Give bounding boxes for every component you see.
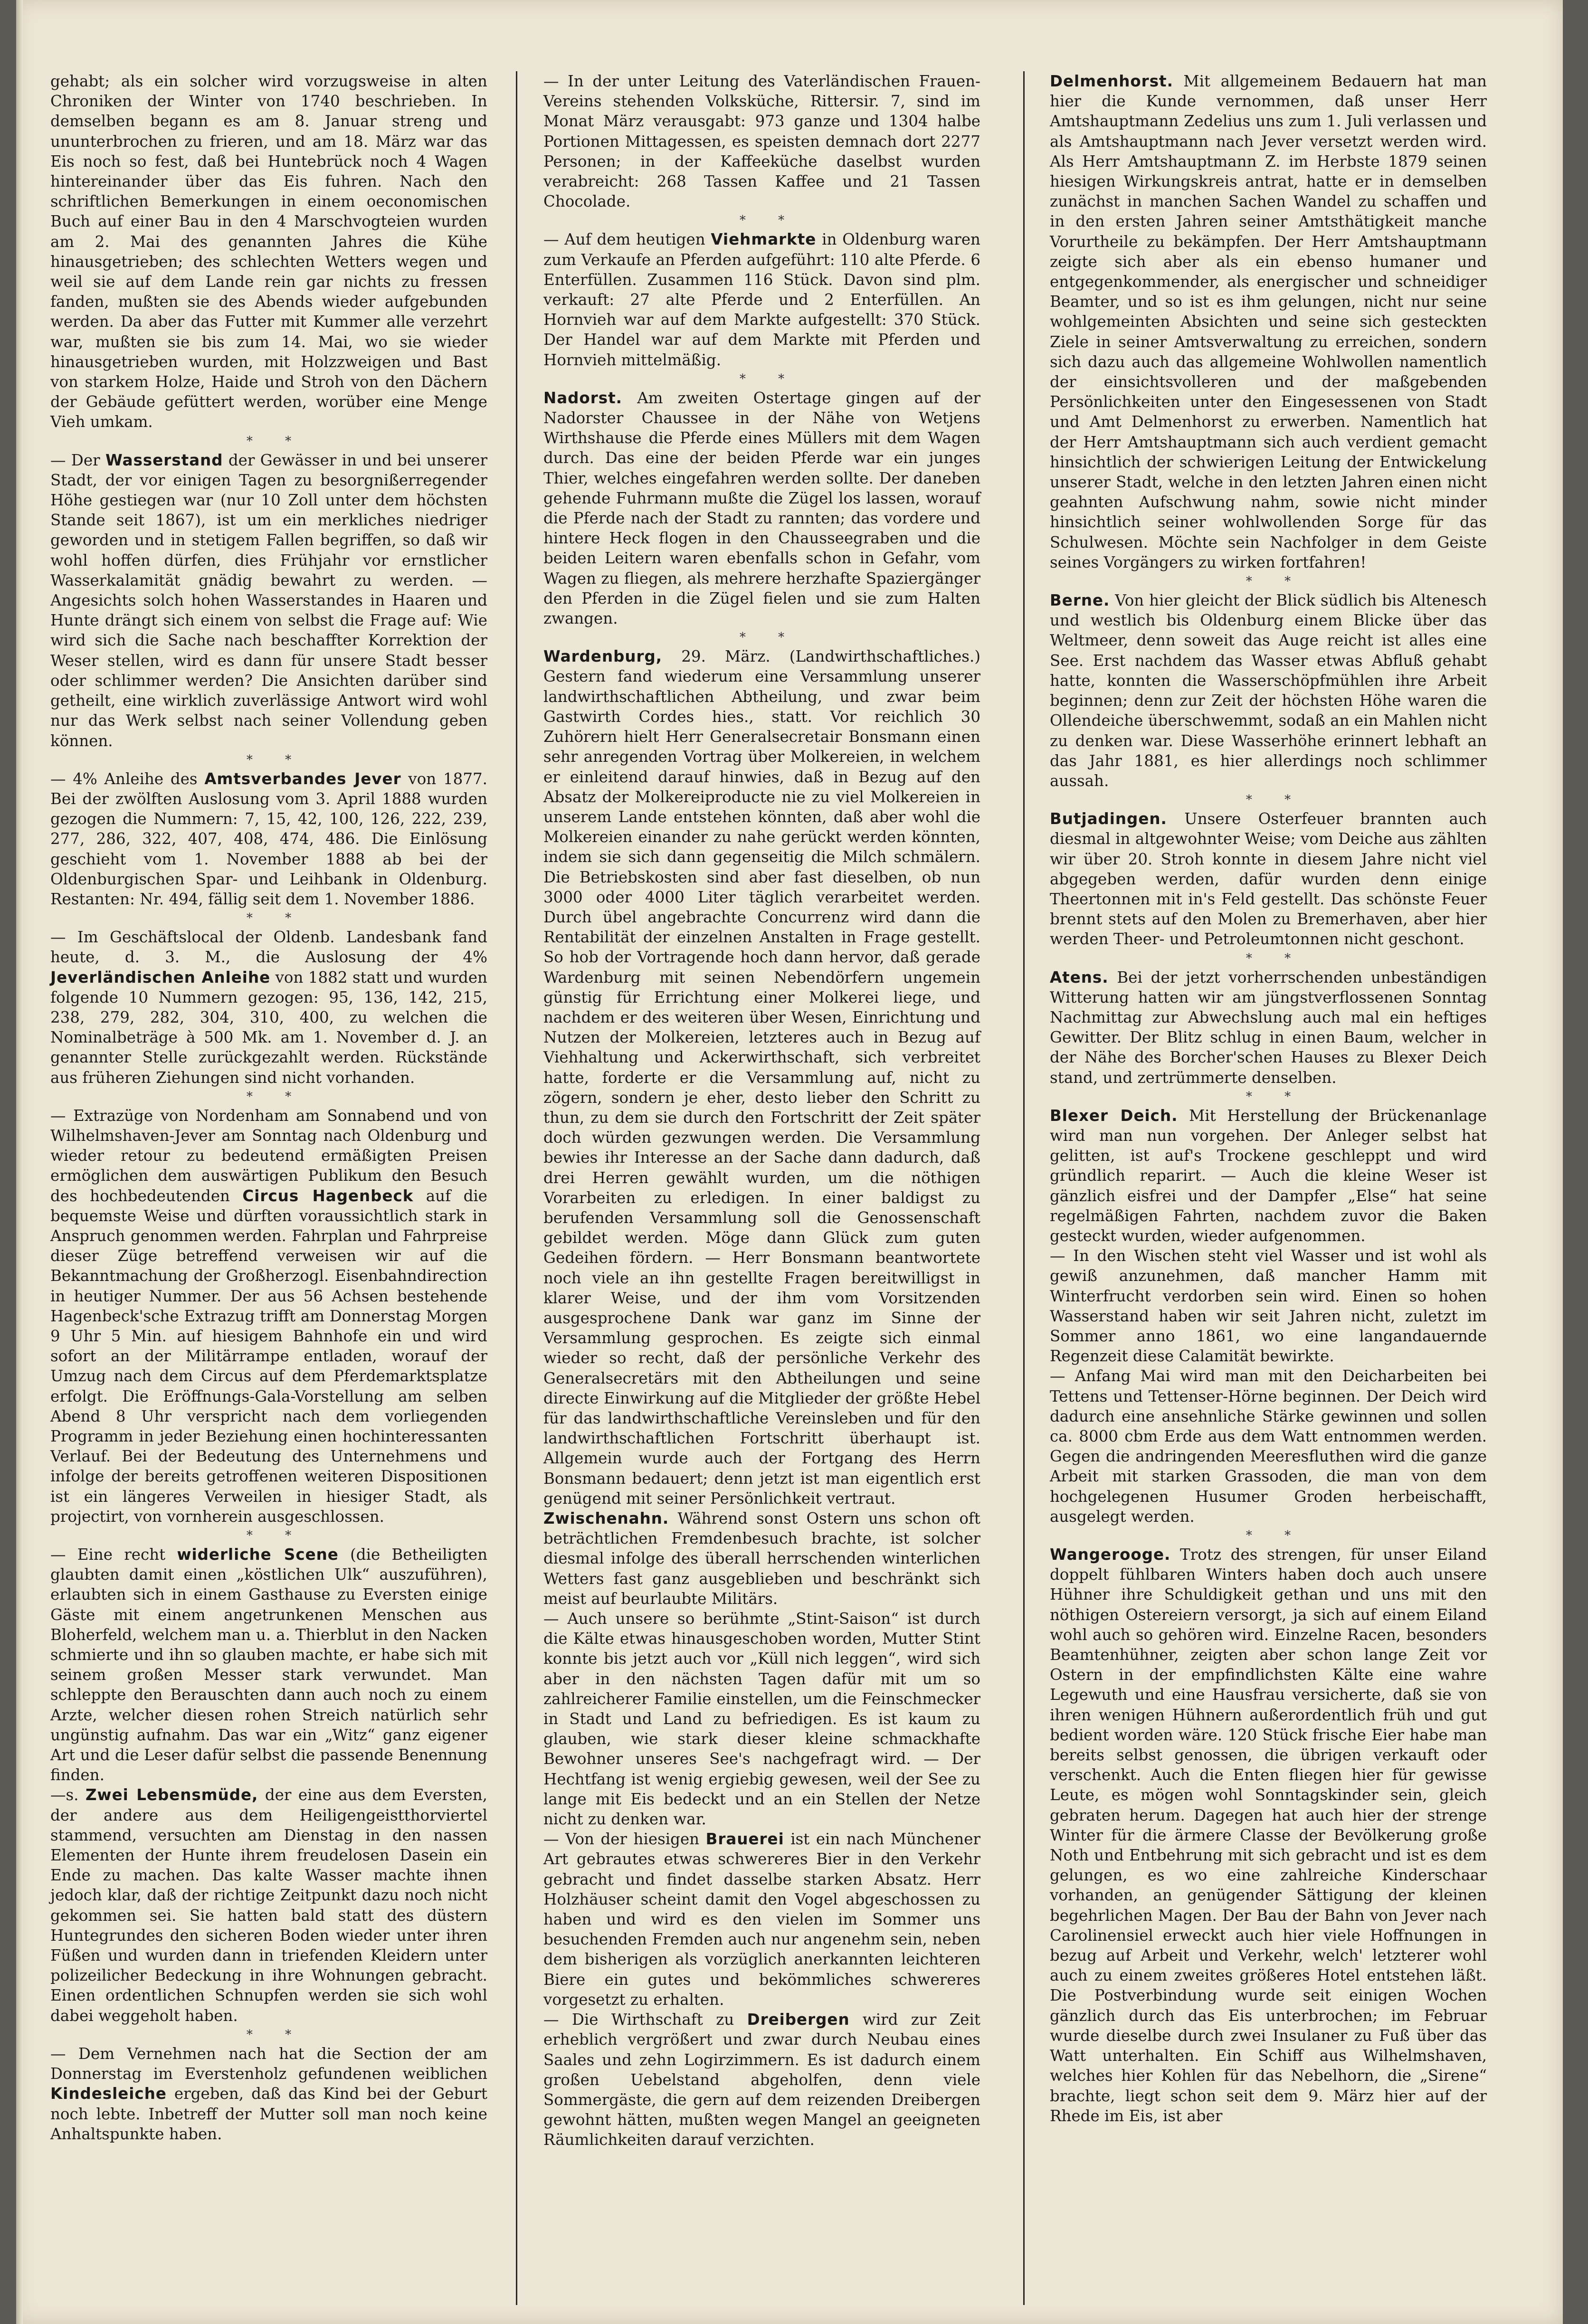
paragraph-lead: — Eine recht <box>50 1546 177 1564</box>
article-text: auf die bequemste Weise und dürften voraussichtlich stark in Anspruch genommen werden. Fahrplan und Fahrpreise dieser Züge betreffend verweisen wir auf die Bekanntmachung der Großherzogl. Eisenbahndirection in heutiger Nummer. Der aus 56 Achsen bestehende Hagenbeck'sche Extrazug trifft am Donnerstag Morgen 9 Uhr 5 Min. auf hiesigem Bahnhofe ein und wird sofort an der Militärrampe entladen, worauf der Umzug nach dem Circus auf dem Pferdemarktsplatze erfolgt. Die Eröffnungs-Gala-Vorstellung am selben Abend 8 Uhr verspricht nach dem vorliegenden Programm in jeder Beziehung einen hochinteressanten Verlauf. Bei der Bedeutung des Unternehmens und infolge der bereits getroffenen weiteren Dispositionen ist ein längeres Verweilen in hiesiger Stadt, als projectirt, von vornherein ausgeschlossen. <box>50 1186 488 1526</box>
article-paragraph <box>1050 71 1487 572</box>
article-text: gehabt; als ein solcher wird vorzugsweise in alten Chroniken der Winter von 1740 beschrieben. In demselben begann es am 8. Januar streng und ununterbrochen zu frieren, und am 18. März war das Eis noch so fest, daß bei Huntebrück noch 4 Wagen hintereinander über das Eis fuhren. Nach den schriftlichen Bemerkungen in einem oeconomischen Buch auf einer Bau in den 4 Marschvogteien wurden am 2. Mai des genannten Jahres die Kühe hinausgetrieben; des schlechten Wetters wegen und weil sie auf dem Lande rein gar nichts zu fressen fanden, mußten sie des Abends wieder aufgebunden werden. Da aber das Futter mit Kummer alle verzehrt war, mußten sie bis zum 14. Mai, wo sie wieder hinausgetrieben wurden, mit Holzzweigen und Bast von starkem Holze, Haide und Stroh von den Dächern der Gebäude gefüttert werden, worüber eine Menge Vieh umkam. <box>50 72 487 431</box>
article-text: Mit Herstellung der Brückenanlage wird man nun vorgehen. Der Anleger selbst hat gelitten, ist auf's Trockene geschleppt und wird gründlich reparirt. — Auch die kleine Weser ist gänzlich eisfrei und der Dampfer „Else“ hat seine regelmäßigen Fahrten, nachdem zuvor die Baken gesteckt wurden, wieder aufgenommen. <box>1050 1106 1487 1245</box>
article-paragraph <box>543 646 980 1508</box>
paragraph-lead: — 4% Anleihe des <box>50 769 205 788</box>
article-text: Am zweiten Ostertage gingen auf der Nadorster Chaussee in der Nähe von Wetjens Wirthshause die Pferde eines Müllers mit dem Wagen durch. Das eine der beiden Pferde war ein junges Thier, welches eingefahren werden sollte. Der daneben gehende Fuhrmann mußte die Zügel los lassen, worauf die Pferde nach der Stadt zu rannten; das vordere und hintere Heck flogen in den Chausseegraben und die beiden Leitern waren ebenfalls schon in Gefahr, vom Wagen zu fliegen, als mehrere herzhafte Spaziergänger den Pferden in die Zügel fielen und sie zum Halten zwangen. <box>543 389 980 628</box>
column-rule <box>1023 71 1025 2305</box>
article-text: ergeben, daß das Kind bei der Geburt noch lebte. Inbetreff der Mutter soll man noch keine Anhaltspunkte haben. <box>50 2085 487 2143</box>
article-paragraph <box>50 1545 487 1785</box>
article-paragraph <box>1050 1246 1487 1366</box>
article-text: (die Betheiligten glaubten damit einen „köstlichen Ulk“ auszuführen), erlaubten sich in einem Gasthause zu Eversten einige Gäste mit einem angetrunkenen Menschen aus Bloherfeld, welchem man u. a. Thierblut in den Nacken schmierte und ihn so glauben machte, er habe sich mit seinem großen Messer stark verwundet. Man schleppte den Berauschten dann auch noch zu einem Arzte, welcher diesen rohen Streich natürlich sehr ungünstig aufnahm. Das war ein „Witz“ ganz eigener Art und die Leser dafür selbst die passende Benennung finden. <box>50 1546 487 1784</box>
newspaper-page <box>16 0 1563 2324</box>
article-headline: Nadorst. <box>543 389 622 407</box>
article-text: der eine aus dem Eversten, der andere aus dem Heiligengeistthorviertel stammend, versuchten am Dienstag in den nassen Elementen der Hunte ihrem freudelosen Dasein ein Ende zu machen. Das kalte Wasser machte ihnen jedoch klar, daß der richtige Zeitpunkt dazu noch nicht gekommen sei. Sie hatten bald statt des düstern Huntegrundes den sicheren Boden wieder unter ihren Füßen und wurden dann in triefenden Kleidern unter polizeilicher Bedeckung in ihre Wohnungen gebracht. Einen ordentlichen Schnupfen werden sie sich wohl dabei weggeholt haben. <box>50 1786 488 2025</box>
column-rule <box>516 71 517 2305</box>
article-headline: Jeverländischen Anleihe <box>50 968 271 987</box>
column-3 <box>1050 71 1487 2126</box>
article-headline: Circus Hagenbeck <box>242 1186 414 1205</box>
article-headline: Zwischenahn. <box>543 1509 669 1528</box>
article-paragraph <box>50 1106 487 1527</box>
paragraph-lead: — Die Wirthschaft zu <box>543 2011 747 2029</box>
section-separator: * * <box>1246 793 1305 807</box>
article-text: Von hier gleicht der Blick südlich bis Altenesch und westlich bis Oldenburg einem Blicke über das Weltmeer, denn soweit das Auge reicht ist alles eine See. Erst nachdem das Wasser etwas Abfluß gehabt hatte, konnten die Wasserschöpfmühlen ihre Arbeit beginnen; denn zur Zeit der höchsten Höhe waren die Ollendeiche überschwemmt, sodaß an ein Mahlen nicht zu denken war. Diese Wasserhöhe erinnert lebhaft an das Jahr 1881, es hier allerdings noch schlimmer aussah. <box>1050 591 1487 790</box>
article-paragraph <box>1050 968 1487 1088</box>
article-headline: widerliche Scene <box>177 1546 339 1564</box>
article-headline: Kindesleiche <box>50 2085 167 2103</box>
article-headline: Zwei Lebensmüde, <box>85 1786 258 1804</box>
column-1 <box>50 71 487 2144</box>
section-separator: * * <box>246 434 306 448</box>
paragraph-lead: — Im Geschäftslocal der Oldenb. Landesbank fand heute, d. 3. M., die Auslosung der 4% <box>50 928 487 967</box>
article-text: — Auch unsere so berühmte „Stint-Saison“ ist durch die Kälte etwas hinausgeschoben worden, Mutter Stint konnte bis jetzt auch vor „Küll nich leggen“, wird sich aber in den nächsten Tagen dafür mit um so zahlreicherer Familie einstellen, um die Feinschmecker in Stadt und Land zu befriedigen. Es ist kaum zu glauben, wie stark dieser kleine schmackhafte Bewohner unseres See's nachgefragt wird. — Der Hechtfang ist wenig ergiebig gewesen, weil der See zu lange mit Eis bedeckt und an ein Stellen der Netze nicht zu denken war. <box>543 1610 980 1829</box>
article-text: ist ein nach Münchener Art gebrautes etwas schwereres Bier in den Verkehr gebracht und findet dasselbe starken Absatz. Herr Holzhäuser scheint damit den Vogel abgeschossen zu haben und wird es den vielen im Sommer uns besuchenden Fremden auch nur angenehm sein, neben dem bisherigen als vorzüglich anerkannten leichteren Biere ein gutes und bekömmliches schwereres vorgesetzt zu erhalten. <box>543 1830 980 2009</box>
article-paragraph <box>1050 1545 1487 2126</box>
article-headline: Atens. <box>1050 968 1109 987</box>
article-text: Bei der jetzt vorherrschenden unbeständigen Witterung hatten wir am jüngstverflossenen Sonntag Nachmittag zur Abwechslung auch mal ein heftiges Gewitter. Der Blitz schlug in einen Baum, welcher in der Nähe des Borcher'schen Hauses zu Blexer Deich stand, und zertrümmerte denselben. <box>1050 968 1487 1087</box>
article-headline: Wangerooge. <box>1050 1546 1171 1564</box>
article-text: wird zur Zeit erheblich vergrößert und zwar durch Neubau eines Saales und zehn Logirzimmern. Es ist dadurch einem großen Uebelstand abgeholfen, denn viele Sommergäste, die gern auf dem reizenden Dreibergen gewohnt hätten, mußten wegen Mangel an geeigneten Räumlichkeiten darauf verzichten. <box>543 2011 980 2149</box>
column-2 <box>543 71 980 2150</box>
article-headline: Wasserstand <box>105 451 223 469</box>
article-text: — In der unter Leitung des Vaterländischen Frauen-Vereins stehenden Volksküche, Rittersir. 7, sind im Monat März verausgabt: 973 ganze und 1304 halbe Portionen Mittagessen, es speisten demnach dort 2277 Personen; in der Kaffeeküche daselbst wurden verabreicht: 268 Tassen Kaffee und 21 Tassen Chocolade. <box>543 72 980 211</box>
article-paragraph <box>50 1785 487 2025</box>
article-paragraph <box>1050 1366 1487 1527</box>
article-paragraph <box>1050 809 1487 949</box>
section-separator: * * <box>246 2027 306 2042</box>
article-text: — In den Wischen steht viel Wasser und ist wohl als gewiß anzunehmen, daß mancher Hamm mit Winterfrucht verdorben sein wird. Einen so hohen Wasserstand haben wir seit Jahren nicht, zuletzt im Sommer anno 1861, wo eine langandauernde Regenzeit diese Calamität bewirkte. <box>1050 1247 1487 1366</box>
article-paragraph <box>543 2010 980 2150</box>
article-paragraph <box>543 229 980 370</box>
section-separator: * * <box>246 1528 306 1543</box>
section-separator: * * <box>1246 951 1305 966</box>
section-separator: * * <box>739 630 799 645</box>
section-separator: * * <box>1246 1528 1305 1543</box>
paragraph-lead: — Extrazüge von Nordenham am Sonnabend und von Wilhelmshaven-Jever am Sonntag nach Oldenburg und wieder retour zu bedeutend ermäßigten Preisen ermöglichen dem auswärtigen Publikum den Besuch des hochbedeutenden <box>50 1106 487 1205</box>
paragraph-lead: — Auf dem heutigen <box>543 230 711 249</box>
article-paragraph <box>50 450 487 751</box>
article-headline: Delmenhorst. <box>1050 72 1173 90</box>
section-separator: * * <box>739 213 799 228</box>
section-separator: * * <box>246 911 306 926</box>
article-headline: Blexer Deich. <box>1050 1106 1178 1125</box>
article-paragraph <box>1050 590 1487 791</box>
section-separator: * * <box>1246 1089 1305 1104</box>
section-separator: * * <box>246 1089 306 1104</box>
section-separator: * * <box>739 371 799 386</box>
article-paragraph <box>543 1609 980 1829</box>
paragraph-lead: — Von der hiesigen <box>543 1830 706 1849</box>
article-headline: Wardenburg, <box>543 647 663 666</box>
article-text: Während sonst Ostern uns schon oft beträchtlichen Fremdenbesuch brachte, ist solcher diesmal infolge des überall herrschenden winterlichen Wetters fast ganz ausgeblieben und beschränkt sich meist auf beurlaubte Militärs. <box>543 1509 980 1608</box>
article-headline: Brauerei <box>705 1830 784 1849</box>
article-paragraph <box>543 1508 980 1609</box>
article-text: 29. März. (Landwirthschaftliches.) Gestern fand wiederum eine Versammlung unserer landwirthschaftlichen Abtheilung, und zwar beim Gastwirth Cordes hies., statt. Vor reichlich 30 Zuhörern hielt Herr Generalsecretair Bonsmann einen sehr anregenden Vortrag über Molkereien, in welchem er einleitend darauf hinwies, daß in Bezug auf den Absatz der Molkereiproducte nie zu viel Molkereien in unserem Lande entstehen könnten, daß aber wohl die Molkereien einander zu nahe gerückt werden könnten, indem sie sich dann gegenseitig die Milch schmälern. Die Betriebskosten sind aber fast dieselben, ob nun 3000 oder 4000 Liter täglich verarbeitet werden. Durch übel angebrachte Concurrenz wird dann die Rentabilität der einzelnen Anstalten in Frage gestellt. So hob der Vortragende hoch dann hervor, daß gerade Wardenburg mit seinen Nebendörfern ungemein günstig für Errichtung einer Molkerei liege, und nachdem er des weiteren über Wesen, Einrichtung und Nutzen der Molkereien, letzteres auch in Bezug auf Viehhaltung und Ackerwirthschaft, sich verbreitet hatte, forderte er die Versammlung auf, nicht zu zögern, sondern je eher, desto lieber den Schritt zu thun, zu dem sie durch den Fortschritt der Zeit später doch würden gezwungen werden. Die Versammlung bewies ihr Interesse an der Sache dann dadurch, daß drei Herren gewählt wurden, um die nöthigen Vorarbeiten zu erledigen. In einer baldigst zu berufenden Versammlung soll die Genossenschaft gebildet werden. Möge dann Glück zum guten Gedeihen fördern. — Herr Bonsmann beantwortete noch viele an ihn gestellte Fragen bereitwilligst in klarer Weise, und der ihm vom Vorsitzenden ausgesprochene Dank war ganz im Sinne der Versammlung gesprochen. Es zeigte sich einmal wieder so recht, daß der persönliche Verkehr des Generalsecretärs mit den Abtheilungen und seine directe Einwirkung auf die Mitglieder der größte Hebel für das landwirthschaftliche Vereinsleben und für den landwirthschaftlichen Fortschritt überhaupt ist. Allgemein wurde auch der Fortgang des Herrn Bonsmann bedauert; denn jetzt ist man eigentlich erst genügend mit seiner Persönlichkeit vertraut. <box>543 647 980 1508</box>
article-headline: Amtsverbandes Jever <box>204 769 401 788</box>
article-text: von 1882 statt und wurden folgende 10 Nummern gezogen: 95, 136, 142, 215, 238, 279, 282, 304, 310, 400, zu welchen die Nominalbeträge à 500 Mk. am 1. November d. J. an genannter Stelle zurückgezahlt werden. Rückstände aus früheren Ziehungen sind nicht vorhanden. <box>50 968 487 1087</box>
article-paragraph <box>543 388 980 628</box>
section-separator: * * <box>246 752 306 767</box>
paragraph-lead: — Der <box>50 451 105 469</box>
article-paragraph <box>50 2044 487 2144</box>
article-headline: Dreibergen <box>747 2011 850 2029</box>
article-text: — Anfang Mai wird man mit den Deicharbeiten bei Tettens und Tettenser-Hörne beginnen. Der Deich wird dadurch eine ansehnliche Stärke gewinnen und sollen ca. 8000 cbm Erde aus dem Watt entnommen werden. Gegen die andringenden Meeresfluthen wird die ganze Arbeit mit starken Grassoden, die man von dem hochgelegenen Husumer Groden herbeischafft, ausgelegt werden. <box>1050 1367 1487 1526</box>
article-headline: Viehmarkte <box>711 230 817 249</box>
article-text: in Oldenburg waren zum Verkaufe an Pferden aufgeführt: 110 alte Pferde. 6 Enterfüllen. Zusammen 116 Stück. Davon sind plm. verkauft: 27 alte Pferde und 2 Enterfüllen. An Hornvieh war auf dem Markte aufgestellt: 370 Stück. Der Handel war auf dem Markte mit Pferden und Hornvieh mittelmäßig. <box>543 230 980 369</box>
article-paragraph <box>1050 1106 1487 1246</box>
article-text: Trotz des strengen, für unser Eiland doppelt fühlbaren Winters haben doch auch unsere Hühner ihre Schuldigkeit gethan und uns mit den nöthigen Ostereiern versorgt, ja sich auf einem Eiland wohl auch so gehören wird. Einzelne Racen, besonders Beamtenhühner, zeigten aber schon lange Zeit vor Ostern in der empfindlichsten Kälte eine wahre Legewuth und eine Hausfrau versicherte, daß sie von ihren wenigen Hühnern außerordentlich früh und gut bedient worden wäre. 120 Stück frische Eier habe man bereits selbst genossen, die übrigen verkauft oder verschenkt. Auch die Enten fliegen hier für gewisse Leute, es mögen wohl Sonntagskinder sein, gleich gebraten herum. Dagegen hat auch hier der strenge Winter für die ärmere Classe der Bevölkerung große Noth und Entbehrung mit sich gebracht und ist es dem gelungen, es wo eine zahlreiche Kinderschaar vorhanden, an genügender Sättigung der kleinen begehrlichen Magen. Der Bau der Bahn von Jever nach Carolinensiel erweckt auch hier viele Hoffnungen in bezug auf Arbeit und Verkehr, welch' letzterer wohl auch zu einem zweites größeres Hotel entstehen läßt. Die Postverbindung wurde seit einigen Wochen gänzlich durch das Eis unterbrochen; im Februar wurde dieselbe durch zwei Insulaner zu Fuß über das Watt unterhalten. Ein Schiff aus Wilhelmshaven, welches hier Kohlen für das Nebelhorn, die „Sirene“ brachte, liegt schon seit dem 9. März hier auf der Rhede im Eis, ist aber <box>1050 1546 1487 2125</box>
article-text: Unsere Osterfeuer brannten auch diesmal in altgewohnter Weise; vom Deiche aus zählten wir über 20. Stroh konnte in diesem Jahre nicht viel abgegeben werden, dafür wurden denn einige Theertonnen mit in's Feld gestellt. Das schönste Feuer brennt stets auf den Molen zu Bremerhaven, aber hier werden Theer- und Petroleumtonnen nicht geschont. <box>1050 810 1487 949</box>
article-text: Mit allgemeinem Bedauern hat man hier die Kunde vernommen, daß unser Herr Amtshauptmann Zedelius uns zum 1. Juli verlassen und als Amtshauptmann nach Jever versetzt werden wird. Als Herr Amtshauptmann Z. im Herbste 1879 seinen hiesigen Wirkungskreis antrat, hatte er in demselben zunächst in manchen Sachen Wandel zu schaffen und in den ersten Jahren seiner Amtsthätigkeit manche Vorurtheile zu bekämpfen. Der Herr Amtshauptmann zeigte sich aber als ein ebenso humaner und entgegenkommender, als energischer und schneidiger Beamter, und so ist es ihm gelungen, nicht nur seine wohlgemeinten Absichten und seine sich gesteckten Ziele in seiner Amtsverwaltung zu erreichen, sondern sich dazu auch das allgemeine Wohlwollen namentlich der einsichtsvolleren und der maßgebenden Persönlichkeiten unter den Eingesessenen von Stadt und Amt Delmenhorst zu erwerben. Namentlich hat der Herr Amtshauptmann sich auch verdient gemacht hinsichtlich der schwierigen Leitung der Entwickelung unserer Stadt, welche in den letzten Jahren einen nicht geahnten Aufschwung nahm, sowie nicht minder hinsichtlich seiner wohlwollenden Sorge für das Schulwesen. Möchte sein Nachfolger in dem Geiste seines Vorgängers zu wirken fortfahren! <box>1050 72 1487 571</box>
section-separator: * * <box>1246 574 1305 589</box>
article-headline: Butjadingen. <box>1050 810 1167 828</box>
article-headline: Berne. <box>1050 591 1110 610</box>
paragraph-lead: — Dem Vernehmen nach hat die Section der am Donnerstag im Everstenholz gefundenen weiblichen <box>50 2044 487 2083</box>
article-paragraph <box>543 71 980 211</box>
article-paragraph <box>50 927 487 1088</box>
article-paragraph <box>50 769 487 909</box>
article-text: von 1877. Bei der zwölften Auslosung vom 3. April 1888 wurden gezogen die Nummern: 7, 15, 42, 100, 126, 222, 239, 277, 286, 322, 407, 408, 474, 486. Die Einlösung geschieht vom 1. November 1888 ab bei der Oldenburgischen Spar- und Leihbank in Oldenburg. Restanten: Nr. 494, fällig seit dem 1. November 1886. <box>50 769 488 908</box>
article-paragraph <box>50 71 487 432</box>
article-text: der Gewässer in und bei unserer Stadt, der vor einigen Tagen zu besorgnißerregender Höhe gestiegen war (nur 10 Zoll unter dem höchsten Stande seit 1867), ist um ein merkliches niedriger geworden und in stetigem Fallen begriffen, so daß wir wohl hoffen dürfen, dies Frühjahr vor ernstlicher Wasserkalamität gnädig bewahrt zu werden. — Angesichts solch hohen Wasserstandes in Haaren und Hunte drängt sich einem von selbst die Frage auf: Wie wird sich die Sache nach beschaffter Korrektion der Weser stellen, wird es dann für unsere Stadt besser oder schlimmer werden? Die Ansichten darüber sind getheilt, eine wirklich zuverlässige Antwort wird wohl nur das Werk selbst nach seiner Vollendung geben können. <box>50 451 487 750</box>
paragraph-lead: —s. <box>50 1786 86 1804</box>
article-paragraph <box>543 1829 980 2010</box>
